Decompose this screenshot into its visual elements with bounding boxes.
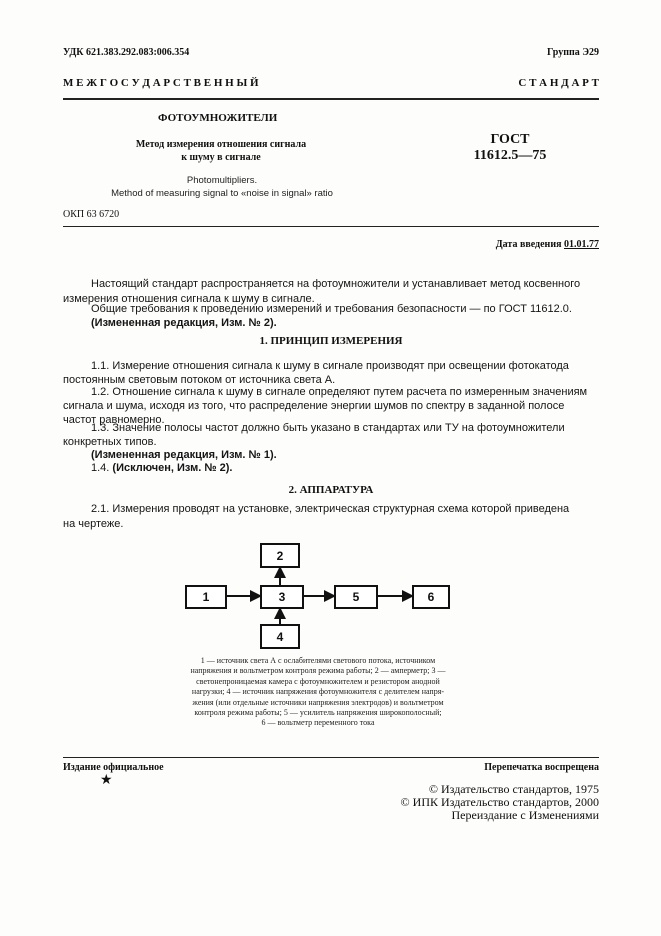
gost-number: 11612.5—75 bbox=[473, 148, 547, 163]
paragraph-1-2-line-1: 1.2. Отношение сигнала к шуму в сигнале определяют путем расчета по измеренным значениям bbox=[91, 386, 588, 398]
diagram-block-6-ac-voltmeter: 6 bbox=[412, 585, 450, 609]
footer-rule bbox=[63, 757, 599, 758]
caption-line-5: жения (или отдельные источники напряжения электродов) и вольтметром bbox=[192, 697, 444, 707]
section-1-heading: 1. ПРИНЦИП ИЗМЕРЕНИЯ bbox=[259, 335, 403, 347]
banner-right: С Т А Н Д А Р Т bbox=[518, 77, 599, 89]
introduction-date-label: Дата введения bbox=[495, 239, 562, 250]
interstate-standard-banner bbox=[63, 77, 599, 89]
intro-paragraph-2: Общие требования к проведению измерений и требования безопасности — по ГОСТ 11612.0. bbox=[91, 303, 572, 315]
copyright-2000: © ИПК Издательство стандартов, 2000 bbox=[400, 795, 599, 809]
document-title: ФОТОУМНОЖИТЕЛИ bbox=[158, 112, 278, 124]
copyright-1975: © Издательство стандартов, 1975 bbox=[428, 782, 599, 796]
caption-line-1: 1 — источник света А с ослабителями светового потока, источником bbox=[200, 656, 436, 665]
paragraph-1-4 bbox=[91, 461, 599, 476]
caption-line-2: напряжения и вольтметром контроля режима работы; 2 — амперметр; 3 — bbox=[190, 666, 446, 676]
gost-designation bbox=[450, 132, 570, 164]
introduction-date-value: 01.01.77 bbox=[564, 239, 599, 250]
diagram-block-1-light-source: 1 bbox=[185, 585, 227, 609]
official-edition: Издание официальное bbox=[63, 762, 164, 773]
title-rule bbox=[63, 226, 599, 227]
okp-code: ОКП 63 6720 bbox=[63, 209, 120, 220]
diagram-block-2-ammeter: 2 bbox=[260, 543, 300, 568]
diagram-block-5-amplifier: 5 bbox=[334, 585, 378, 609]
header-rule bbox=[63, 98, 599, 100]
english-title-line-1: Photomultipliers. bbox=[186, 175, 258, 186]
paragraph-1-3-line-2: конкретных типов. bbox=[63, 436, 157, 448]
subtitle-line-1: Метод измерения отношения сигнала bbox=[135, 139, 307, 150]
banner-left: М Е Ж Г О С У Д А Р С Т В Е Н Н Ы Й bbox=[63, 77, 259, 89]
subtitle-line-2: к шуму в сигнале bbox=[181, 152, 261, 163]
intro-paragraph-1-line-2: измерения отношения сигнала к шуму в сигнале. bbox=[63, 293, 315, 305]
paragraph-1-3-amendment: (Измененная редакция, Изм. № 1). bbox=[91, 449, 277, 461]
introduction-date bbox=[496, 239, 599, 250]
english-title bbox=[52, 174, 392, 200]
paragraph-1-1-line-2: постоянным световым потоком от источника света А. bbox=[63, 374, 336, 386]
caption-line-6: контроля режима работы; 5 — усилитель напряжения широкополосный; bbox=[194, 708, 442, 718]
caption-line-4: нагрузки; 4 — источник напряжения фотоумножителя с делителем напря- bbox=[191, 687, 445, 697]
intro-amendment-note: (Измененная редакция, Изм. № 2). bbox=[91, 317, 277, 329]
intro-paragraph-1-line-1: Настоящий стандарт распространяется на фотоумножители и устанавливает метод косвенного bbox=[91, 278, 581, 290]
diagram-block-4-voltage-source: 4 bbox=[260, 624, 300, 649]
paragraph-1-2-line-2: сигнала и шума, исходя из того, что распределение энергии шумов по спектру в заданной полосе bbox=[63, 400, 565, 412]
diagram-caption bbox=[157, 656, 479, 729]
star-icon: ★ bbox=[100, 773, 113, 788]
udk-code: УДК 621.383.292.083:006.354 bbox=[63, 47, 190, 58]
english-title-line-2: Method of measuring signal to «noise in signal» ratio bbox=[111, 188, 333, 199]
group-code: Группа Э29 bbox=[547, 47, 599, 58]
paragraph-2-1-line-1: 2.1. Измерения проводят на установке, электрическая структурная схема которой приведена bbox=[91, 503, 570, 515]
paragraph-1-4-text: (Исключен, Изм. № 2). bbox=[112, 462, 233, 474]
gost-label: ГОСТ bbox=[490, 132, 530, 147]
caption-line-3: светонепроницаемая камера с фотоумножителем и резистором анодной bbox=[196, 676, 440, 686]
caption-line-7: 6 — вольтметр переменного тока bbox=[261, 718, 375, 728]
paragraph-2-1-line-2: на чертеже. bbox=[63, 518, 124, 530]
reissue-note: Переиздание с Изменениями bbox=[451, 808, 599, 822]
paragraph-1-3-line-1: 1.3. Значение полосы частот должно быть указано в стандартах или ТУ на фотоумножители bbox=[91, 422, 565, 434]
reprint-prohibited: Перепечатка воспрещена bbox=[484, 762, 599, 773]
paragraph-1-1-line-1: 1.1. Измерение отношения сигнала к шуму в сигнале производят при освещении фотокатода bbox=[91, 360, 569, 372]
paragraph-1-4-number: 1.4. bbox=[91, 462, 110, 474]
document-subtitle bbox=[101, 138, 341, 164]
section-2-heading: 2. АППАРАТУРА bbox=[288, 484, 374, 496]
diagram-block-3-light-tight-chamber: 3 bbox=[260, 585, 304, 609]
paragraph-1-2-line-3: частот равномерно. bbox=[63, 414, 165, 426]
